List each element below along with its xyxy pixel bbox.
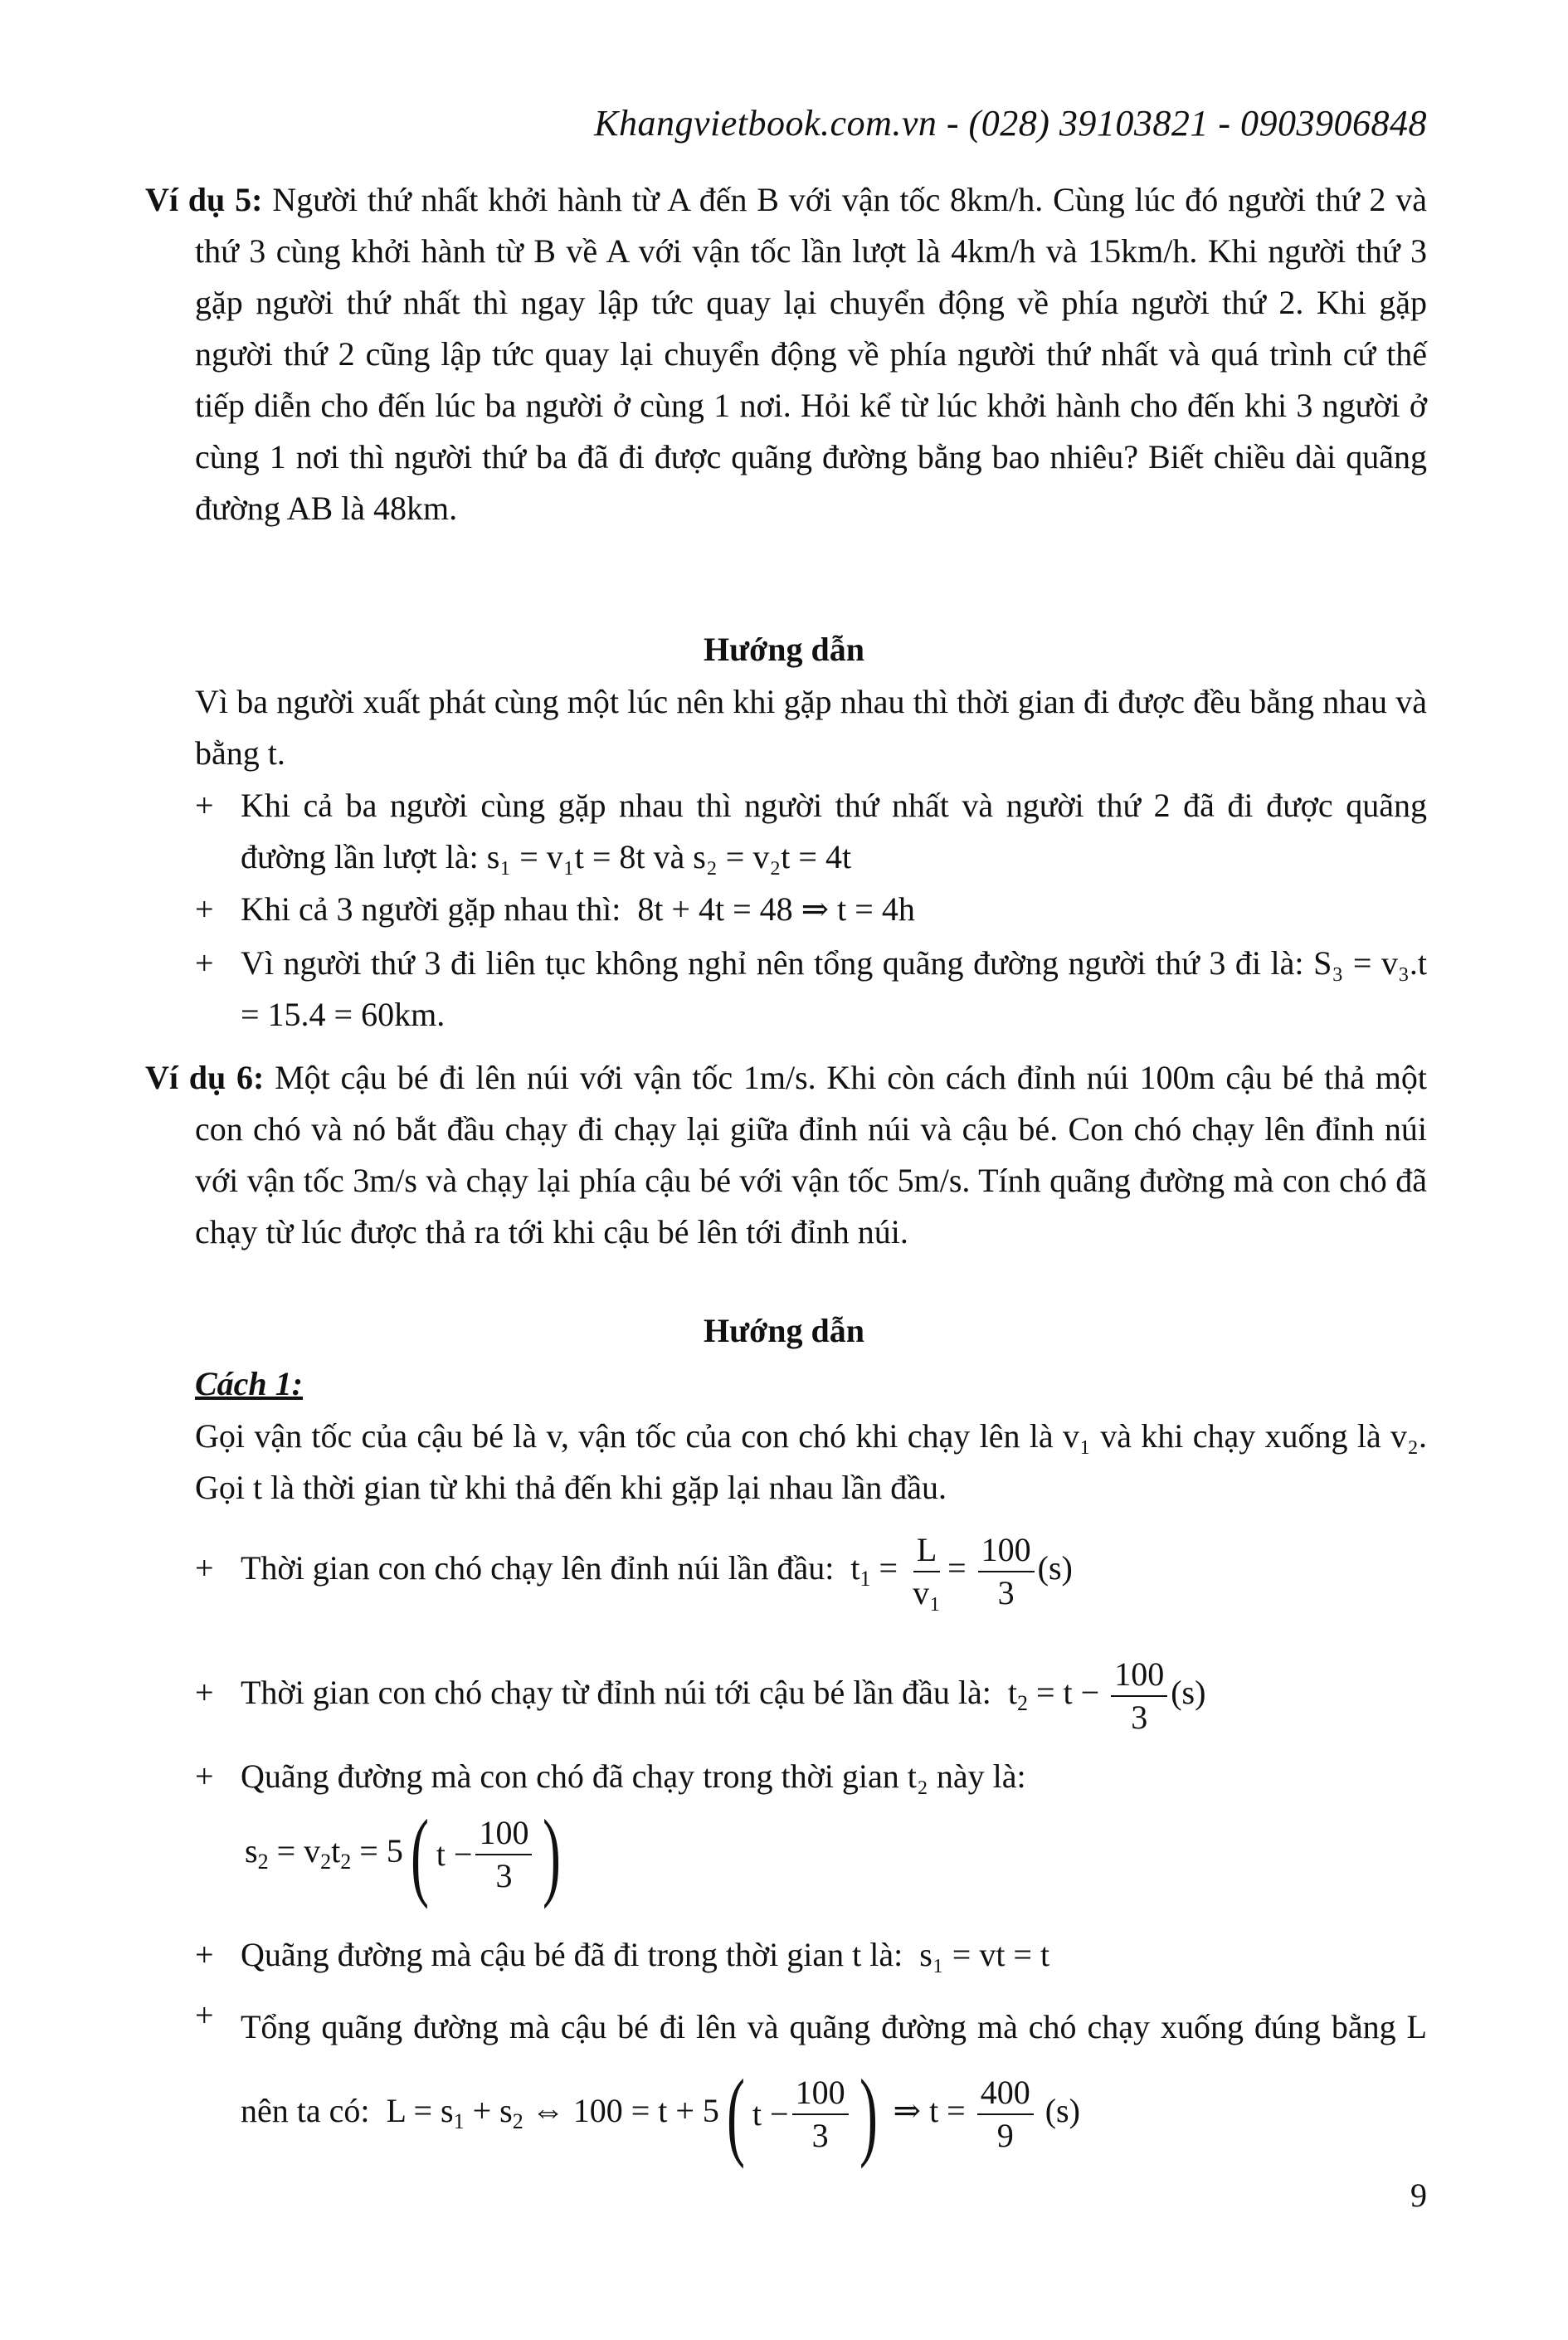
guide-6-heading: Hướng dẫn <box>703 1312 864 1349</box>
guide-5-bullet-2: + Khi cả 3 người gặp nhau thì: 8t + 4t = 48 ⇒ t = 4h <box>195 890 915 928</box>
guide-6-bullet-3: + Quãng đường mà con chó đã chạy trong thời gian t₂ này là: <box>195 1751 1427 1802</box>
page-header: Khangvietbook.com.vn - (028) 39103821 - 0903906848 <box>594 103 1427 144</box>
s2-formula: $s_2 = v_2t_2 = 5$ ( t − $\frac{100}{3}$ ) <box>245 1799 562 1909</box>
guide-5-bullet-2-text: Khi cả 3 người gặp nhau thì: <box>241 890 621 928</box>
fraction-100-over-3: $\frac{100}{3}$ <box>1111 1654 1167 1738</box>
page-number: 9 <box>1410 2177 1427 2214</box>
guide-5-bullet-1-text: Khi cả ba người cùng gặp nhau thì người thứ nhất và người thứ 2 đã đi được quãng đường lần lượt là: s₁ = v₁t = 8t và s₂ = v₂t = 4t <box>241 787 1427 875</box>
guide-5-bullet-3: + Vì người thứ 3 đi liên tục không nghỉ nên tổng quãng đường người thứ 3 đi là: S₃ = v₃.t = 15.4 = 60km. <box>195 938 1427 1041</box>
guide-5-bullet-1: + Khi cả ba người cùng gặp nhau thì người thứ nhất và người thứ 2 đã đi được quãng đường lần lượt là: s₁ = v₁t = 8t và s₂ = v₂t = 4t <box>195 780 1427 883</box>
guide-6-bullet-1: + Thời gian con chó chạy lên đỉnh núi lần đầu: $t_1$ = $\frac{L}{\text{v₁}}$ = $\frac{100}{3}$ (s) <box>195 1523 1427 1614</box>
example-5-body <box>145 174 1427 534</box>
fraction-100-over-3: $\frac{100}{3}$ <box>792 2072 849 2157</box>
guide-6-bullet-2-text: Thời gian con chó chạy từ đỉnh núi tới cậu bé lần đầu là: <box>241 1674 991 1711</box>
guide-6-bullet-5-text: Tổng quãng đường mà cậu bé đi lên và quãng đường mà chó chạy xuống đúng bằng L nên ta có: <box>241 2008 1427 2130</box>
t2-formula: $t_2 = t$ − $\frac{100}{3}$ (s) <box>1000 1674 1206 1711</box>
guide-5-bullet-3-text: Vì người thứ 3 đi liên tục không nghỉ nên tổng quãng đường người thứ 3 đi là: S₃ = v₃.t = 15.4 = 60km. <box>241 944 1427 1033</box>
fraction-100-over-3: $\frac{100}{3}$ <box>978 1529 1035 1614</box>
guide-6-bullet-2: + Thời gian con chó chạy từ đỉnh núi tới cậu bé lần đầu là: $t_2 = t$ − $\frac{100}{3}$ (s) <box>195 1647 1427 1738</box>
example-6 <box>145 1052 1427 1258</box>
example-5-label: Ví dụ 5: <box>145 181 263 218</box>
guide-6-bullet-1-text: Thời gian con chó chạy lên đỉnh núi lần đầu: <box>241 1549 835 1587</box>
example-6-text: Một cậu bé đi lên núi với vận tốc 1m/s. Khi còn cách đỉnh núi 100m cậu bé thả một con chó và nó bắt đầu chạy đi chạy lại giữa đỉnh núi và cậu bé. Con chó chạy lên đỉnh núi với vận tốc 3m/s và chạy lại phía cậu bé với vận tốc 5m/s. Tính quãng đường mà con chó đã chạy từ lúc được thả ra tới khi cậu bé lên tới đỉnh núi. <box>195 1059 1427 1250</box>
fraction-L-over-v1: $\frac{L}{\text{v₁}}$ <box>913 1530 942 1611</box>
guide-5-intro: Vì ba người xuất phát cùng một lúc nên khi gặp nhau thì thời gian đi được đều bằng nhau và bằng t. <box>195 683 1427 772</box>
guide-6-intro: Gọi vận tốc của cậu bé là v, vận tốc của con chó khi chạy lên là v₁ và khi chạy xuống là v₂. Gọi t là thời gian từ khi thả đến khi gặp lại nhau lần đầu. <box>195 1417 1427 1506</box>
example-5-text: Người thứ nhất khởi hành từ A đến B với vận tốc 8km/h. Cùng lúc đó người thứ 2 và thứ 3 cùng khởi hành từ B về A với vận tốc lần lượt là 4km/h và 15km/h. Khi người thứ 3 gặp người thứ nhất thì ngay lập tức quay lại chuyển động về phía người thứ 2. Khi gặp người thứ 2 cũng lập tức quay lại chuyển động về phía người thứ nhất và quá trình cứ thế tiếp diễn cho đến lúc ba người ở cùng 1 nơi. Hỏi kể từ lúc khởi hành cho đến khi 3 người ở cùng 1 nơi thì người thứ ba đã đi được quãng đường bằng bao nhiêu? Biết chiều dài quãng đường AB là 48km. <box>195 181 1427 527</box>
t1-formula: $t_1$ = $\frac{L}{\text{v₁}}$ = $\frac{100}{3}$ (s) <box>842 1549 1072 1587</box>
guide-6-bullet-5: + Tổng quãng đường mà cậu bé đi lên và quãng đường mà chó chạy xuống đúng bằng L nên ta có: $L = s_1 + s_2$ ⇔ 100 = t + 5 ( t − $\frac{100}{3}$ ) ⇒ t = $\frac{400}{9}$ (s) <box>195 1996 1427 2169</box>
guide-5-bullet-2-math: 8t + 4t = 48 ⇒ t = 4h <box>637 890 915 928</box>
total-equation: $L = s_1 + s_2$ ⇔ 100 = t + 5 ( t − $\frac{100}{3}$ ) ⇒ t = $\frac{400}{9}$ (s) <box>377 2059 1080 2169</box>
fraction-400-over-9: $\frac{400}{9}$ <box>977 2072 1034 2157</box>
guide-6-bullet-4: + Quãng đường mà cậu bé đã đi trong thời gian t là: s₁ = vt = t <box>195 1936 1050 1973</box>
guide-6-bullet-4-text: Quãng đường mà cậu bé đã đi trong thời gian t là: <box>241 1936 903 1973</box>
example-6-body <box>145 1052 1427 1258</box>
method-1-label: Cách 1: <box>195 1365 303 1402</box>
guide-5-heading: Hướng dẫn <box>703 631 864 668</box>
fraction-100-over-3: $\frac{100}{3}$ <box>475 1812 532 1897</box>
s1-formula: s₁ = vt = t <box>919 1936 1050 1973</box>
guide-6-bullet-3-text: Quãng đường mà con chó đã chạy trong thời gian t₂ này là: <box>241 1757 1026 1795</box>
example-6-label: Ví dụ 6: <box>145 1059 265 1096</box>
example-5 <box>145 174 1427 534</box>
